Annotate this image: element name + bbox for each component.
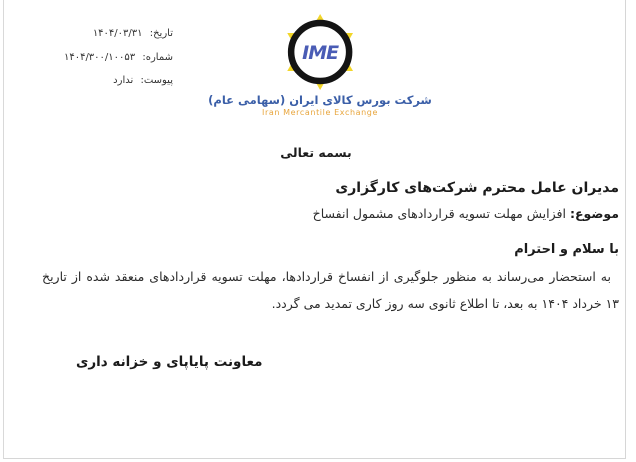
meta-number-label: شماره: — [142, 51, 173, 63]
ime-logo-block — [208, 14, 432, 117]
letter-body: به استحضار می‌رساند به منظور جلوگیری از انفساخ قراردادها، مهلت تسویه قراردادهای منعقد شده از تاریخ ۱۳ خرداد ۱۴۰۴ به بعد، تا اطلاع ثانوی سه روز کاری تمدید می گردد. — [42, 269, 619, 311]
meta-date-label: تاریخ: — [149, 28, 173, 39]
recipient-line: مدیران عامل محترم شرکت‌های کارگزاری — [335, 180, 619, 196]
subject-text: افزایش مهلت تسویه قراردادهای مشمول انفساخ — [312, 206, 570, 221]
meta-attachment-label: پیوست: — [140, 75, 173, 86]
meta-date-value: ۱۴۰۴/۰۳/۳۱ — [92, 28, 143, 39]
signature-line: معاونت پایاپای و خزانه داری — [76, 354, 263, 370]
meta-number — [64, 46, 173, 70]
subject-line — [313, 206, 619, 221]
company-name-en: Iran Mercantile Exchange — [261, 108, 379, 117]
meta-attachment — [64, 69, 173, 93]
company-name-fa: شرکت بورس کالای ایران (سهامی عام) — [208, 93, 432, 107]
bismillah-line: بسمه تعالی — [280, 145, 352, 160]
ime-monogram: IME — [302, 42, 338, 64]
ime-logo-icon — [282, 14, 358, 90]
subject-label: موضوع: — [569, 206, 619, 221]
salutation-line: با سلام و احترام — [514, 242, 619, 257]
meta-date — [64, 22, 173, 46]
meta-number-value: ۱۴۰۴/۳۰۰/۱۰۰۵۳ — [63, 51, 136, 63]
meta-attachment-value: ندارد — [113, 75, 134, 86]
letter-meta — [64, 22, 173, 93]
